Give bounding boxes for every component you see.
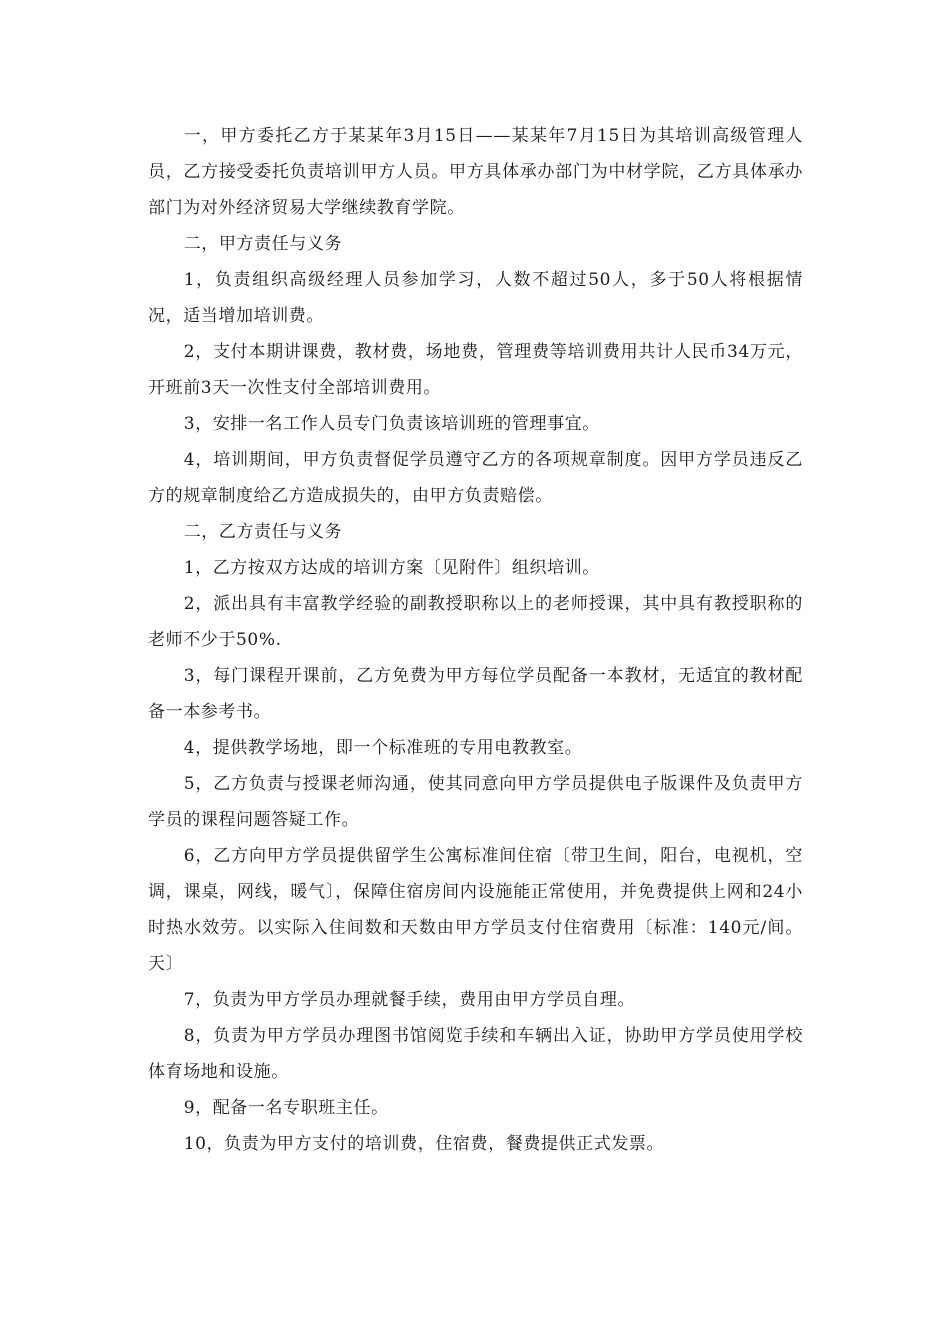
party-b-item-5: 5，乙方负责与授课老师沟通，使其同意向甲方学员提供电子版课件及负责甲方学员的课程问题答疑工作。	[148, 774, 803, 830]
clause-entrustment: 一，甲方委托乙方于某某年3月15日——某某年7月15日为其培训高级管理人员，乙方接受委托负责培训甲方人员。甲方具体承办部门为中材学院，乙方具体承办部门为对外经济贸易大学继续教育学院。	[148, 126, 803, 218]
party-b-item-3: 3，每门课程开课前，乙方免费为甲方每位学员配备一本教材，无适宜的教材配备一本参考书。	[148, 666, 803, 722]
party-a-item-3: 3，安排一名工作人员专门负责该培训班的管理事宜。	[183, 414, 600, 434]
party-b-item-4: 4，提供教学场地，即一个标准班的专用电教教室。	[183, 738, 583, 758]
party-b-item-1: 1，乙方按双方达成的培训方案〔见附件〕组织培训。	[183, 558, 600, 578]
party-a-item-4: 4，培训期间，甲方负责督促学员遵守乙方的各项规章制度。因甲方学员违反乙方的规章制度给乙方造成损失的，由甲方负责赔偿。	[148, 450, 803, 506]
party-b-item-7: 7，负责为甲方学员办理就餐手续，费用由甲方学员自理。	[183, 990, 636, 1010]
document-body	[148, 118, 803, 1162]
heading-party-b-duties: 二，乙方责任与义务	[183, 522, 343, 542]
party-b-item-6: 6，乙方向甲方学员提供留学生公寓标准间住宿〔带卫生间，阳台，电视机，空调，课桌，网线，暖气〕，保障住宿房间内设施能正常使用，并免费提供上网和24小时热水效劳。以实际入住间数和天数由甲方学员支付住宿费用〔标准：140元/间。天〕	[148, 846, 803, 974]
party-b-item-10: 10，负责为甲方支付的培训费，住宿费，餐费提供正式发票。	[183, 1134, 665, 1154]
party-a-item-2: 2，支付本期讲课费，教材费，场地费，管理费等培训费用共计人民币34万元，开班前3天一次性支付全部培训费用。	[148, 342, 803, 398]
party-b-item-8: 8，负责为甲方学员办理图书馆阅览手续和车辆出入证，协助甲方学员使用学校体育场地和设施。	[148, 1026, 803, 1082]
heading-party-a-duties: 二，甲方责任与义务	[183, 234, 343, 254]
party-b-item-9: 9，配备一名专职班主任。	[183, 1098, 389, 1118]
party-b-item-2: 2，派出具有丰富教学经验的副教授职称以上的老师授课，其中具有教授职称的老师不少于50%.	[148, 594, 803, 650]
party-a-item-1: 1，负责组织高级经理人员参加学习，人数不超过50人，多于50人将根据情况，适当增加培训费。	[148, 270, 803, 326]
